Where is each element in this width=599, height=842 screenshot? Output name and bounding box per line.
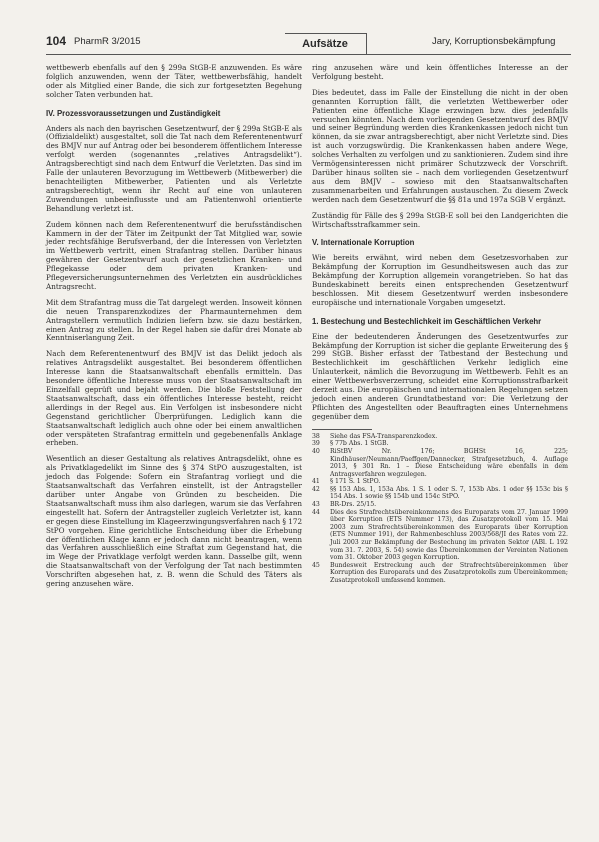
paragraph: Mit dem Strafantrag muss die Tat dargelegt werden. Insoweit können die neuen Transparenzkodizes der Pharmaunternehmen dem Antragstellern vermutlich Indizien liefern bzw. sie dazu bestärken, einen Antrag zu stellen. In der Regel haben sie dafür drei Monate ab Kenntniserlangung Zeit.: [46, 297, 302, 343]
section-heading: IV. Prozessvoraussetzungen und Zuständigkeit: [46, 108, 221, 118]
right-column: [312, 64, 568, 585]
page-number: 104: [46, 34, 67, 48]
section-label: Aufsätze: [285, 34, 365, 54]
paragraph: Wesentlich an dieser Gestaltung als relatives Antragsdelikt, ohne es als Privatklagedelikt im Sinne des § 374 StPO auszugestalten, ist jedoch das Folgende: Sofern ein Strafantrag vorliegt und die Staatsanwaltschaft das Verfahren einstellt, ist der Antragsteller darüber unter Angabe von Gründen zu bescheiden. Die Staatsanwaltschaft muss ihm also darlegen, warum sie das Verfahren eingestellt hat. Sofern der Antragsteller zugleich Verletzter ist, kann er gegen diese Einstellung im Klageerzwingungsverfahren nach § 172 StPO vorgehen. Eine gerichtliche Entscheidung über die Erhebung der öffentlichen Klage kann er jedoch dann nicht beantragen, wenn das Verfahren ausschließlich eine Straftat zum Gegenstand hat, die im Wege der Privatklage verfolgt werden kann. Dasselbe gilt, wenn die Staatsanwaltschaft von der Verfolgung der Tat nach bestimmten Vorschriften abgesehen hat, z. B. wenn die Schuld des Täters als gering anzusehen wäre.: [46, 454, 303, 589]
footnotes: [312, 433, 568, 585]
paragraph: ring anzusehen wäre und kein öffentliches Interesse an der Verfolgung besteht.: [312, 63, 568, 81]
paragraph: Zuständig für Fälle des § 299a StGB-E soll bei den Landgerichten die Wirtschaftsstrafkammer sein.: [312, 210, 568, 229]
left-column: [46, 64, 302, 596]
footnote-separator: [312, 429, 372, 430]
paragraph: Dies bedeutet, dass im Falle der Einstellung die nicht in der oben genannten Korruption fällt, die verletzten Wettbewerber oder Patienten eine öffentliche Klage erzwingen bzw. dies jedenfalls versuchen könnten. Nach dem vorliegenden Gesetzentwurf des BMJV und seiner Begründung werden dies Krankenkassen jedoch nicht tun können, da sie zwar antragsberechtigt, aber nicht Verletzte sind. Dies ist auch vorzugswürdig. Die Krankenkassen haben andere Wege, solches Verhalten zu verfolgen und zu sanktionieren. Zudem sind ihre Vermögensinteressen nicht primärer Schutzzweck der Vorschrift. Darüber hinaus sollten sie – nach dem vorliegenden Gesetzentwurf aus dem BMJV – sowieso mit den Staatsanwaltschaften zusammenarbeiten und Erfahrungen austauschen. Zu diesem Zweck werden nach dem Gesetzentwurf die §§ 81a und 197a SGB V ergänzt.: [312, 87, 568, 204]
footnote: 41 § 171 S. 1 StPO.: [312, 478, 381, 486]
paragraph: Wie bereits erwähnt, wird neben dem Gesetzesvorhaben zur Bekämpfung der Korruption im Gesundheitswesen auch das zur Bekämpfung der Korruption allgemein vorangetrieben. So hat das Bundeskabinett bereits einen entsprechenden Gesetzentwurf beschlossen. Mit diesem Gesetzentwurf werden insbesondere europäische und internationale Vorgaben umgesetzt.: [312, 253, 568, 307]
section-heading: V. Internationale Korruption: [312, 238, 415, 248]
paragraph: wettbewerb ebenfalls auf den § 299a StGB-E anzuwenden. Es wäre folglich anzuwenden, wenn der Täter, wettbewerbsfähig, handelt oder als Mitglied einer Bande, die sich zur fortgesetzten Begehung solcher Taten verbunden hat.: [46, 63, 302, 99]
subsection-heading: 1. Bestechung und Bestechlichkeit im Geschäftlichen Verkehr: [312, 316, 542, 326]
paragraph: Zudem können nach dem Referentenentwurf die berufsständischen Kammern in der der Täter im Zeitpunkt der Tat Mitglied war, sowie jeder rechtsfähige Berufsverband, der die Interessen von Verletzten im Wettbewerb vertritt, einen Strafantrag stellen. Darüber hinaus gewähren der Gesetzentwurf auch der gesetzlichen Kranken- und Pflegekasse oder dem privaten Kranken- und Pflegeversicherungsunternehmen des Verletzten ein ausdrückliches Antragsrecht.: [46, 219, 302, 291]
paragraph: Nach dem Referentenentwurf des BMJV ist das Delikt jedoch als relatives Antragsdelikt ausgestaltet. Bei besonderem öffentlichen Interesse kann die Staatsanwaltschaft ebenfalls ermitteln. Das besondere öffentliche Interesse muss von der Staatsanwaltschaft im Einzelfall geprüft und bejaht werden. Die bloße Feststellung der Staatsanwaltschaft, dass ein öffentliches Interesse besteht, reicht allerdings in der Regel aus. Ein Verfolgen ist insbesondere nicht Gegenstand gerichtlicher Überprüfungen. Lediglich kann die Staatsanwaltschaft lediglich auch ohne oder bei einem anwaltlichen oder verspäteten Strafantrag ermitteln und gegebenenfalls Anklage erheben.: [46, 349, 302, 448]
footnote: 40 RiStBV Nr. 176; BGHSt 16, 225; Kindhäuser/Neumann/Paeffgen/Dannecker, Strafgesetzbuch, 4. Auflage 2013, § 301 Rn. 1 – Diese Entscheidung wäre ebenfalls in dem Antragsverfahren wegzulegen.: [312, 447, 568, 478]
footnote: 43 BR-Drs. 25/15.: [312, 501, 377, 509]
paragraph: Anders als nach den bayrischen Gesetzentwurf, der § 299a StGB-E als (Offizialdelikt) ausgestaltet, soll die Tat nach dem Referentenentwurf des BMJV nur auf Antrag oder bei besonderem öffentlichem Interesse verfolgt werden (sogenanntes „relatives Antragsdelikt“). Antragsberechtigt sind nach dem Entwurf die Verletzten. Das sind im Falle der unlauteren Bevorzugung im Wettbewerb (Mitbewerber) die benachteiligten Mitbewerber, Patienten und als Verletzte antragsberechtigt, wenn ihr Recht auf eine von unlauteren Zuwendungen unbeeinflusste und am Patientenwohl orientierte Behandlung verletzt ist.: [46, 123, 302, 213]
running-title: Jary, Korruptionsbekämpfung: [432, 36, 556, 47]
paragraph: Eine der bedeutenderen Änderungen des Gesetzentwurfes zur Bekämpfung der Korruption ist sicher die geplante Erweiterung des § 299 StGB. Bisher erfasst der Tatbestand der Bestechung und Bestechlichkeit im geschäftlichen Verkehr lediglich eine Unlauterkeit, nämlich die Bevorzugung im Wettbewerb. Fehlt es an einer Wettbewerbsverzerrung, scheidet eine Korruptionsstrafbarkeit derzeit aus. Die europäischen und internationalen Regelungen setzen jedoch einen anderen Grundtatbestand vor: Die Verletzung der Pflichten des Angestellten oder Beauftragten eines Unternehmens gegenüber dem: [312, 331, 568, 421]
footnote: 42 §§ 153 Abs. 1, 153a Abs. 1 S. 1 oder S. 7, 153b Abs. 1 oder §§ 153c bis § 154 Abs. 1 sowie §§ 154b und 154c StPO.: [312, 485, 568, 501]
footnote: 44 Dies des Strafrechtsübereinkommens des Europarats vom 27. Januar 1999 über Korruption (ETS Nummer 173), das Zusatzprotokoll vom 15. Mai 2003 zum Strafrechtsübereinkommen des Europarats über Korruption (ETS Nummer 191), der Rahmenbeschluss 2003/568/JI des Rates vom 22. Juli 2003 zur Bekämpfung der Bestechung im privaten Sektor (ABl. L 192 vom 31. 7. 2003, S. 54) sowie das Übereinkommen der Vereinten Nationen vom 31. Oktober 2003 gegen Korruption.: [312, 508, 568, 562]
footnote: 38 Siehe das FSA-Transparenzkodex.: [312, 432, 438, 440]
footnote: 39 § 77b Abs. 1 StGB.: [312, 440, 389, 448]
journal-issue: PharmR 3/2015: [74, 36, 141, 47]
page-header: [0, 0, 599, 60]
footnote: 45 Bundesweit Erstreckung auch der Strafrechtsübereinkommen über Korruption des Europarats und des Zusatzprotokolls zum Übereinkommen; Zusatzprotokoll umfassend kommen.: [312, 561, 568, 584]
